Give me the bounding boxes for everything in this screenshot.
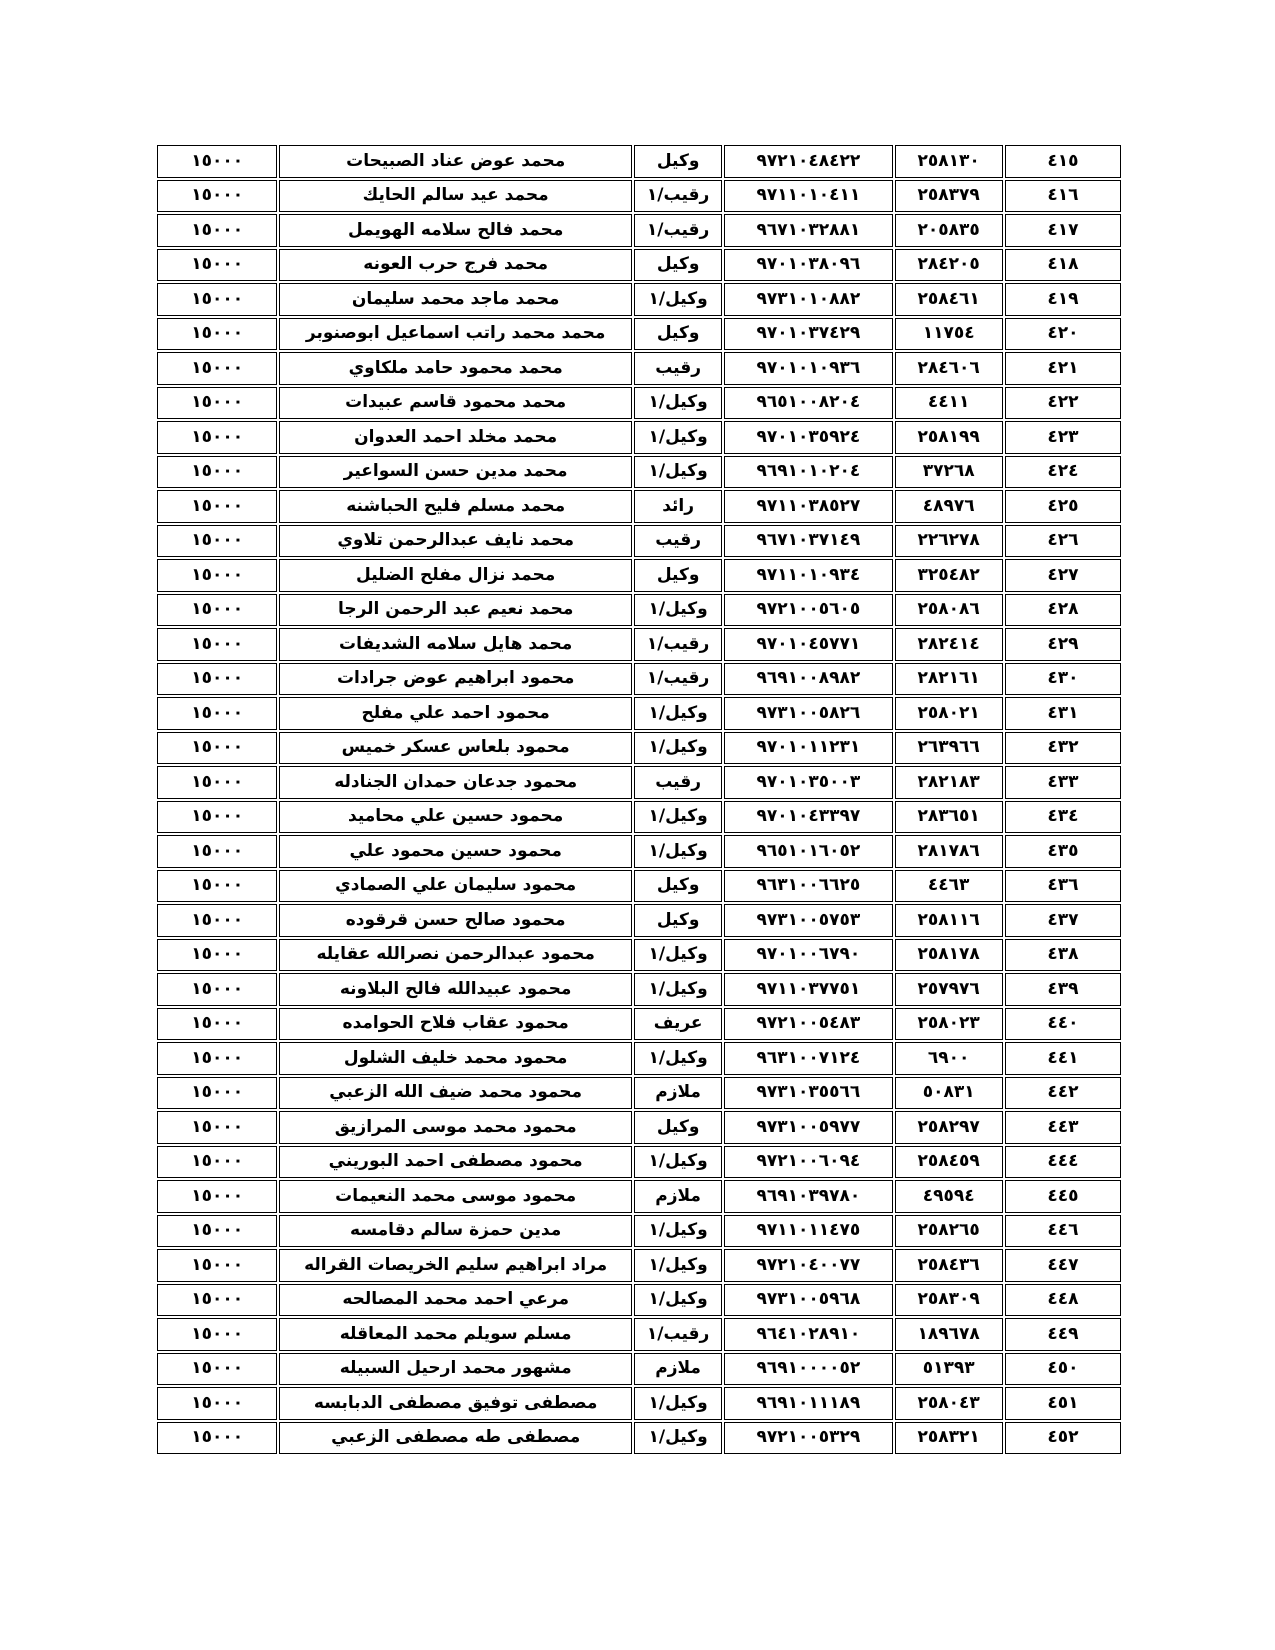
number-cell: ٢٥٨٢٦٥ bbox=[895, 1215, 1003, 1248]
name-cell: مشهور محمد ارحيل السبيله bbox=[279, 1353, 632, 1386]
national-id-cell: ٩٦٩١٠٠٨٩٨٢ bbox=[724, 663, 892, 696]
serial-cell: ٤٢٣ bbox=[1005, 421, 1121, 454]
name-cell: مرعي احمد محمد المصالحه bbox=[279, 1284, 632, 1317]
amount-cell: ١٥٠٠٠ bbox=[157, 1146, 277, 1179]
number-cell: ٢٨٢٤١٤ bbox=[895, 628, 1003, 661]
number-cell: ٦٩٠٠ bbox=[895, 1042, 1003, 1075]
name-cell: محمد محمود حامد ملكاوي bbox=[279, 352, 632, 385]
rank-cell: رقيب bbox=[634, 766, 722, 799]
rank-cell: وكيل bbox=[634, 249, 722, 282]
amount-cell: ١٥٠٠٠ bbox=[157, 283, 277, 316]
table-row bbox=[157, 1387, 1121, 1420]
serial-cell: ٤١٦ bbox=[1005, 180, 1121, 213]
name-cell: محمود محمد ضيف الله الزعبي bbox=[279, 1077, 632, 1110]
national-id-cell: ٩٧١١٠١١٤٧٥ bbox=[724, 1215, 892, 1248]
name-cell: محمود مصطفى احمد البوريني bbox=[279, 1146, 632, 1179]
number-cell: ٢٥٧٩٧٦ bbox=[895, 973, 1003, 1006]
amount-cell: ١٥٠٠٠ bbox=[157, 145, 277, 178]
national-id-cell: ٩٦٧١٠٣٢٨٨١ bbox=[724, 214, 892, 247]
number-cell: ٢٥٨١٣٠ bbox=[895, 145, 1003, 178]
rank-cell: ملازم bbox=[634, 1353, 722, 1386]
rank-cell: وكيل/١ bbox=[634, 801, 722, 834]
rank-cell: وكيل/١ bbox=[634, 1284, 722, 1317]
national-id-cell: ٩٦٩١٠١١١٨٩ bbox=[724, 1387, 892, 1420]
number-cell: ٢٥٨٣٧٩ bbox=[895, 180, 1003, 213]
table-row bbox=[157, 1353, 1121, 1386]
name-cell: محمد مسلم فليح الحباشنه bbox=[279, 490, 632, 523]
rank-cell: رقيب bbox=[634, 352, 722, 385]
serial-cell: ٤٢٥ bbox=[1005, 490, 1121, 523]
national-id-cell: ٩٧٠١٠٠٦٧٩٠ bbox=[724, 939, 892, 972]
rank-cell: رقيب/١ bbox=[634, 663, 722, 696]
amount-cell: ١٥٠٠٠ bbox=[157, 801, 277, 834]
number-cell: ٢٥٨٣٢١ bbox=[895, 1422, 1003, 1455]
national-id-cell: ٩٧١١٠١٠٩٣٤ bbox=[724, 559, 892, 592]
name-cell: محمد مخلد احمد العدوان bbox=[279, 421, 632, 454]
table-row bbox=[157, 1042, 1121, 1075]
amount-cell: ١٥٠٠٠ bbox=[157, 214, 277, 247]
amount-cell: ١٥٠٠٠ bbox=[157, 525, 277, 558]
name-cell: محمود سليمان علي الصمادي bbox=[279, 870, 632, 903]
national-id-cell: ٩٧٢١٠٤٨٤٢٢ bbox=[724, 145, 892, 178]
amount-cell: ١٥٠٠٠ bbox=[157, 1318, 277, 1351]
name-cell: محمد فالح سلامه الهويمل bbox=[279, 214, 632, 247]
rank-cell: وكيل/١ bbox=[634, 1215, 722, 1248]
table-row bbox=[157, 1008, 1121, 1041]
national-id-cell: ٩٧١١٠٣٨٥٢٧ bbox=[724, 490, 892, 523]
name-cell: محمد عوض عناد الصبيحات bbox=[279, 145, 632, 178]
name-cell: محمود محمد موسى المرازيق bbox=[279, 1111, 632, 1144]
table-row bbox=[157, 249, 1121, 282]
rank-cell: وكيل/١ bbox=[634, 1042, 722, 1075]
name-cell: محمد نعيم عبد الرحمن الرجا bbox=[279, 594, 632, 627]
amount-cell: ١٥٠٠٠ bbox=[157, 904, 277, 937]
serial-cell: ٤٣٧ bbox=[1005, 904, 1121, 937]
number-cell: ٥٠٨٣١ bbox=[895, 1077, 1003, 1110]
serial-cell: ٤١٥ bbox=[1005, 145, 1121, 178]
rank-cell: رقيب/١ bbox=[634, 214, 722, 247]
rank-cell: وكيل/١ bbox=[634, 456, 722, 489]
amount-cell: ١٥٠٠٠ bbox=[157, 1422, 277, 1455]
table-row bbox=[157, 180, 1121, 213]
amount-cell: ١٥٠٠٠ bbox=[157, 1180, 277, 1213]
national-id-cell: ٩٧٠١٠٣٧٤٢٩ bbox=[724, 318, 892, 351]
table-row bbox=[157, 870, 1121, 903]
number-cell: ٢٨١٧٨٦ bbox=[895, 835, 1003, 868]
number-cell: ٥١٣٩٣ bbox=[895, 1353, 1003, 1386]
number-cell: ٢٨٢١٨٣ bbox=[895, 766, 1003, 799]
name-cell: محمود محمد خليف الشلول bbox=[279, 1042, 632, 1075]
serial-cell: ٤٢٩ bbox=[1005, 628, 1121, 661]
serial-cell: ٤٣١ bbox=[1005, 697, 1121, 730]
serial-cell: ٤١٨ bbox=[1005, 249, 1121, 282]
national-id-cell: ٩٧٣١٠٠٥٨٢٦ bbox=[724, 697, 892, 730]
serial-cell: ٤٤٢ bbox=[1005, 1077, 1121, 1110]
rank-cell: وكيل/١ bbox=[634, 939, 722, 972]
serial-cell: ٤٣٩ bbox=[1005, 973, 1121, 1006]
rank-cell: وكيل bbox=[634, 1111, 722, 1144]
serial-cell: ٤١٩ bbox=[1005, 283, 1121, 316]
roster-table-container bbox=[155, 143, 1123, 1456]
amount-cell: ١٥٠٠٠ bbox=[157, 180, 277, 213]
table-row bbox=[157, 697, 1121, 730]
national-id-cell: ٩٧٣١٠٣٥٥٦٦ bbox=[724, 1077, 892, 1110]
name-cell: محمد نزال مفلح الضليل bbox=[279, 559, 632, 592]
serial-cell: ٤٢١ bbox=[1005, 352, 1121, 385]
table-row bbox=[157, 801, 1121, 834]
national-id-cell: ٩٧٠١٠٣٨٠٩٦ bbox=[724, 249, 892, 282]
amount-cell: ١٥٠٠٠ bbox=[157, 1284, 277, 1317]
national-id-cell: ٩٦٤١٠٢٨٩١٠ bbox=[724, 1318, 892, 1351]
number-cell: ٢٥٨٤٥٩ bbox=[895, 1146, 1003, 1179]
number-cell: ٢٥٨٤٣٦ bbox=[895, 1249, 1003, 1282]
number-cell: ١٨٩٦٧٨ bbox=[895, 1318, 1003, 1351]
serial-cell: ٤٤٧ bbox=[1005, 1249, 1121, 1282]
rank-cell: وكيل/١ bbox=[634, 697, 722, 730]
national-id-cell: ٩٦٥١٠٠٨٢٠٤ bbox=[724, 387, 892, 420]
amount-cell: ١٥٠٠٠ bbox=[157, 1042, 277, 1075]
rank-cell: وكيل bbox=[634, 870, 722, 903]
table-row bbox=[157, 663, 1121, 696]
table-row bbox=[157, 283, 1121, 316]
table-row bbox=[157, 559, 1121, 592]
national-id-cell: ٩٧٢١٠٠٦٠٩٤ bbox=[724, 1146, 892, 1179]
number-cell: ٢٥٨٠٨٦ bbox=[895, 594, 1003, 627]
table-row bbox=[157, 1284, 1121, 1317]
rank-cell: وكيل/١ bbox=[634, 1387, 722, 1420]
rank-cell: وكيل/١ bbox=[634, 1249, 722, 1282]
amount-cell: ١٥٠٠٠ bbox=[157, 697, 277, 730]
serial-cell: ٤٢٦ bbox=[1005, 525, 1121, 558]
number-cell: ٤٨٩٧٦ bbox=[895, 490, 1003, 523]
name-cell: محمود موسى محمد النعيمات bbox=[279, 1180, 632, 1213]
number-cell: ٤٤٦٣ bbox=[895, 870, 1003, 903]
name-cell: محمد فرج حرب العونه bbox=[279, 249, 632, 282]
name-cell: محمود ابراهيم عوض جرادات bbox=[279, 663, 632, 696]
number-cell: ٢٥٨٤٦١ bbox=[895, 283, 1003, 316]
national-id-cell: ٩٦٩١٠٣٩٧٨٠ bbox=[724, 1180, 892, 1213]
amount-cell: ١٥٠٠٠ bbox=[157, 1008, 277, 1041]
amount-cell: ١٥٠٠٠ bbox=[157, 1387, 277, 1420]
rank-cell: ملازم bbox=[634, 1077, 722, 1110]
table-row bbox=[157, 318, 1121, 351]
table-row bbox=[157, 1180, 1121, 1213]
table-row bbox=[157, 387, 1121, 420]
rank-cell: رقيب/١ bbox=[634, 180, 722, 213]
amount-cell: ١٥٠٠٠ bbox=[157, 421, 277, 454]
serial-cell: ٤٢٧ bbox=[1005, 559, 1121, 592]
serial-cell: ٤٢٢ bbox=[1005, 387, 1121, 420]
amount-cell: ١٥٠٠٠ bbox=[157, 559, 277, 592]
number-cell: ٢٥٨٢٩٧ bbox=[895, 1111, 1003, 1144]
number-cell: ٢٨٤٦٠٦ bbox=[895, 352, 1003, 385]
name-cell: محمد عيد سالم الحايك bbox=[279, 180, 632, 213]
national-id-cell: ٩٧٠١٠١١٢٣١ bbox=[724, 732, 892, 765]
rank-cell: وكيل/١ bbox=[634, 594, 722, 627]
national-id-cell: ٩٧٣١٠١٠٨٨٢ bbox=[724, 283, 892, 316]
name-cell: محمود صالح حسن قرقوده bbox=[279, 904, 632, 937]
table-row bbox=[157, 1318, 1121, 1351]
serial-cell: ٤٤٠ bbox=[1005, 1008, 1121, 1041]
name-cell: مصطفى طه مصطفى الزعبي bbox=[279, 1422, 632, 1455]
number-cell: ٢٦٣٩٦٦ bbox=[895, 732, 1003, 765]
number-cell: ٤٩٥٩٤ bbox=[895, 1180, 1003, 1213]
serial-cell: ٤٣٦ bbox=[1005, 870, 1121, 903]
serial-cell: ٤٤٤ bbox=[1005, 1146, 1121, 1179]
rank-cell: رقيب bbox=[634, 525, 722, 558]
amount-cell: ١٥٠٠٠ bbox=[157, 490, 277, 523]
rank-cell: رقيب/١ bbox=[634, 628, 722, 661]
national-id-cell: ٩٧٣١٠٠٥٧٥٣ bbox=[724, 904, 892, 937]
national-id-cell: ٩٦٩١٠٠٠٠٥٢ bbox=[724, 1353, 892, 1386]
serial-cell: ٤٤٥ bbox=[1005, 1180, 1121, 1213]
serial-cell: ٤٥٠ bbox=[1005, 1353, 1121, 1386]
number-cell: ٢٨٤٢٠٥ bbox=[895, 249, 1003, 282]
amount-cell: ١٥٠٠٠ bbox=[157, 973, 277, 1006]
national-id-cell: ٩٧١١٠١٠٤١١ bbox=[724, 180, 892, 213]
amount-cell: ١٥٠٠٠ bbox=[157, 1077, 277, 1110]
amount-cell: ١٥٠٠٠ bbox=[157, 456, 277, 489]
table-row bbox=[157, 1111, 1121, 1144]
name-cell: محمود احمد علي مفلح bbox=[279, 697, 632, 730]
table-row bbox=[157, 939, 1121, 972]
table-row bbox=[157, 421, 1121, 454]
name-cell: مصطفى توفيق مصطفى الدبابسه bbox=[279, 1387, 632, 1420]
name-cell: محمود عقاب فلاح الحوامده bbox=[279, 1008, 632, 1041]
national-id-cell: ٩٧٠١٠٤٣٣٩٧ bbox=[724, 801, 892, 834]
name-cell: محمد هايل سلامه الشديفات bbox=[279, 628, 632, 661]
name-cell: محمد مدين حسن السواعير bbox=[279, 456, 632, 489]
number-cell: ٣٢٥٤٨٢ bbox=[895, 559, 1003, 592]
table-row bbox=[157, 973, 1121, 1006]
amount-cell: ١٥٠٠٠ bbox=[157, 835, 277, 868]
name-cell: مسلم سويلم محمد المعاقله bbox=[279, 1318, 632, 1351]
national-id-cell: ٩٦٩١٠١٠٢٠٤ bbox=[724, 456, 892, 489]
serial-cell: ٤٤٣ bbox=[1005, 1111, 1121, 1144]
table-row bbox=[157, 904, 1121, 937]
national-id-cell: ٩٧٠١٠١٠٩٣٦ bbox=[724, 352, 892, 385]
number-cell: ٢٥٨١٧٨ bbox=[895, 939, 1003, 972]
serial-cell: ٤٥٢ bbox=[1005, 1422, 1121, 1455]
table-row bbox=[157, 1422, 1121, 1455]
name-cell: محمود حسين علي محاميد bbox=[279, 801, 632, 834]
national-id-cell: ٩٧٢١٠٤٠٠٧٧ bbox=[724, 1249, 892, 1282]
serial-cell: ٤٣٢ bbox=[1005, 732, 1121, 765]
table-row bbox=[157, 145, 1121, 178]
number-cell: ٢٥٨١٩٩ bbox=[895, 421, 1003, 454]
number-cell: ٢٨٣٦٥١ bbox=[895, 801, 1003, 834]
rank-cell: وكيل bbox=[634, 145, 722, 178]
amount-cell: ١٥٠٠٠ bbox=[157, 387, 277, 420]
name-cell: محمود عبيدالله فالح البلاونه bbox=[279, 973, 632, 1006]
name-cell: محمد محمد راتب اسماعيل ابوصنوبر bbox=[279, 318, 632, 351]
table-row bbox=[157, 835, 1121, 868]
table-row bbox=[157, 1077, 1121, 1110]
amount-cell: ١٥٠٠٠ bbox=[157, 594, 277, 627]
national-id-cell: ٩٧١١٠٣٧٧٥١ bbox=[724, 973, 892, 1006]
number-cell: ١١٧٥٤ bbox=[895, 318, 1003, 351]
name-cell: محمود حسين محمود علي bbox=[279, 835, 632, 868]
national-id-cell: ٩٧٠١٠٣٥٠٠٣ bbox=[724, 766, 892, 799]
rank-cell: وكيل/١ bbox=[634, 421, 722, 454]
amount-cell: ١٥٠٠٠ bbox=[157, 732, 277, 765]
name-cell: محمود بلعاس عسكر خميس bbox=[279, 732, 632, 765]
table-row bbox=[157, 490, 1121, 523]
amount-cell: ١٥٠٠٠ bbox=[157, 1215, 277, 1248]
amount-cell: ١٥٠٠٠ bbox=[157, 1353, 277, 1386]
amount-cell: ١٥٠٠٠ bbox=[157, 663, 277, 696]
serial-cell: ٤٤٩ bbox=[1005, 1318, 1121, 1351]
number-cell: ٢٢٦٢٧٨ bbox=[895, 525, 1003, 558]
name-cell: مدين حمزة سالم دقامسه bbox=[279, 1215, 632, 1248]
number-cell: ٢٥٨١١٦ bbox=[895, 904, 1003, 937]
number-cell: ٢٠٥٨٣٥ bbox=[895, 214, 1003, 247]
serial-cell: ٤١٧ bbox=[1005, 214, 1121, 247]
serial-cell: ٤٥١ bbox=[1005, 1387, 1121, 1420]
serial-cell: ٤٣٠ bbox=[1005, 663, 1121, 696]
serial-cell: ٤٢٨ bbox=[1005, 594, 1121, 627]
rank-cell: وكيل/١ bbox=[634, 835, 722, 868]
national-id-cell: ٩٧٠١٠٤٥٧٧١ bbox=[724, 628, 892, 661]
national-id-cell: ٩٧٢١٠٠٥٣٢٩ bbox=[724, 1422, 892, 1455]
amount-cell: ١٥٠٠٠ bbox=[157, 352, 277, 385]
number-cell: ٢٥٨٠٢١ bbox=[895, 697, 1003, 730]
rank-cell: وكيل/١ bbox=[634, 732, 722, 765]
national-id-cell: ٩٦٣١٠٠٦٦٢٥ bbox=[724, 870, 892, 903]
serial-cell: ٤٤١ bbox=[1005, 1042, 1121, 1075]
national-id-cell: ٩٧٣١٠٠٥٩٦٨ bbox=[724, 1284, 892, 1317]
name-cell: محمد محمود قاسم عبيدات bbox=[279, 387, 632, 420]
number-cell: ٣٧٢٦٨ bbox=[895, 456, 1003, 489]
amount-cell: ١٥٠٠٠ bbox=[157, 766, 277, 799]
table-row bbox=[157, 732, 1121, 765]
rank-cell: وكيل bbox=[634, 904, 722, 937]
national-id-cell: ٩٧٢١٠٠٥٤٨٣ bbox=[724, 1008, 892, 1041]
serial-cell: ٤٤٦ bbox=[1005, 1215, 1121, 1248]
serial-cell: ٤٣٤ bbox=[1005, 801, 1121, 834]
number-cell: ٤٤١١ bbox=[895, 387, 1003, 420]
serial-cell: ٤٢٤ bbox=[1005, 456, 1121, 489]
serial-cell: ٤٢٠ bbox=[1005, 318, 1121, 351]
national-id-cell: ٩٧٣١٠٠٥٩٧٧ bbox=[724, 1111, 892, 1144]
name-cell: محمود عبدالرحمن نصرالله عقايله bbox=[279, 939, 632, 972]
table-row bbox=[157, 594, 1121, 627]
national-id-cell: ٩٧٠١٠٣٥٩٢٤ bbox=[724, 421, 892, 454]
national-id-cell: ٩٦٣١٠٠٧١٢٤ bbox=[724, 1042, 892, 1075]
rank-cell: وكيل/١ bbox=[634, 387, 722, 420]
rank-cell: رائد bbox=[634, 490, 722, 523]
table-row bbox=[157, 214, 1121, 247]
rank-cell: عريف bbox=[634, 1008, 722, 1041]
amount-cell: ١٥٠٠٠ bbox=[157, 870, 277, 903]
rank-cell: وكيل/١ bbox=[634, 1146, 722, 1179]
rank-cell: وكيل bbox=[634, 318, 722, 351]
table-row bbox=[157, 1146, 1121, 1179]
name-cell: محمد نايف عبدالرحمن تلاوي bbox=[279, 525, 632, 558]
table-row bbox=[157, 628, 1121, 661]
amount-cell: ١٥٠٠٠ bbox=[157, 939, 277, 972]
rank-cell: وكيل/١ bbox=[634, 1422, 722, 1455]
table-row bbox=[157, 456, 1121, 489]
rank-cell: وكيل bbox=[634, 559, 722, 592]
name-cell: محمد ماجد محمد سليمان bbox=[279, 283, 632, 316]
roster-body bbox=[157, 145, 1121, 1454]
amount-cell: ١٥٠٠٠ bbox=[157, 1111, 277, 1144]
rank-cell: رقيب/١ bbox=[634, 1318, 722, 1351]
table-row bbox=[157, 352, 1121, 385]
amount-cell: ١٥٠٠٠ bbox=[157, 628, 277, 661]
serial-cell: ٤٣٣ bbox=[1005, 766, 1121, 799]
rank-cell: وكيل/١ bbox=[634, 283, 722, 316]
table-row bbox=[157, 766, 1121, 799]
serial-cell: ٤٤٨ bbox=[1005, 1284, 1121, 1317]
amount-cell: ١٥٠٠٠ bbox=[157, 318, 277, 351]
number-cell: ٢٥٨٠٤٣ bbox=[895, 1387, 1003, 1420]
table-row bbox=[157, 525, 1121, 558]
rank-cell: ملازم bbox=[634, 1180, 722, 1213]
national-id-cell: ٩٦٧١٠٣٧١٤٩ bbox=[724, 525, 892, 558]
number-cell: ٢٨٢١٦١ bbox=[895, 663, 1003, 696]
amount-cell: ١٥٠٠٠ bbox=[157, 1249, 277, 1282]
rank-cell: وكيل/١ bbox=[634, 973, 722, 1006]
table-row bbox=[157, 1215, 1121, 1248]
amount-cell: ١٥٠٠٠ bbox=[157, 249, 277, 282]
national-id-cell: ٩٦٥١٠١٦٠٥٢ bbox=[724, 835, 892, 868]
table-row bbox=[157, 1249, 1121, 1282]
serial-cell: ٤٣٥ bbox=[1005, 835, 1121, 868]
serial-cell: ٤٣٨ bbox=[1005, 939, 1121, 972]
roster-table bbox=[155, 143, 1123, 1456]
name-cell: محمود جدعان حمدان الجنادله bbox=[279, 766, 632, 799]
number-cell: ٢٥٨٠٢٣ bbox=[895, 1008, 1003, 1041]
number-cell: ٢٥٨٣٠٩ bbox=[895, 1284, 1003, 1317]
name-cell: مراد ابراهيم سليم الخريصات القراله bbox=[279, 1249, 632, 1282]
national-id-cell: ٩٧٢١٠٠٥٦٠٥ bbox=[724, 594, 892, 627]
